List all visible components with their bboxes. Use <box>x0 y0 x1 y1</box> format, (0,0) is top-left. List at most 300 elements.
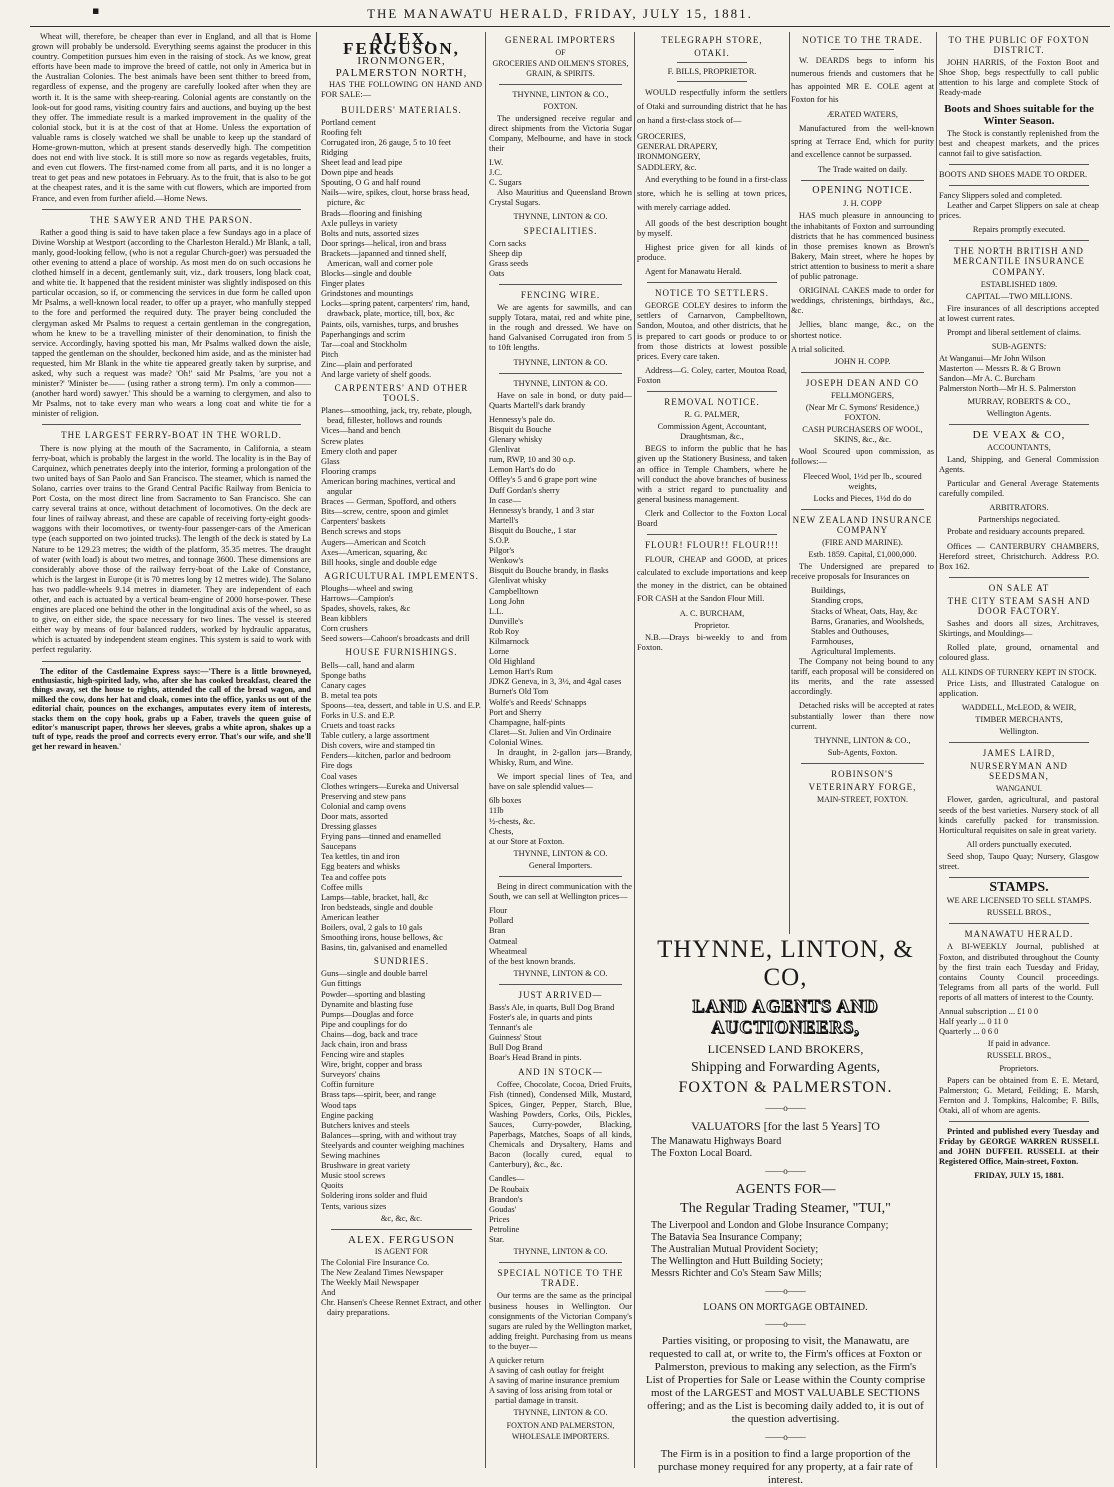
list-item: 11lb <box>489 806 504 816</box>
section-heading: FENCING WIRE. <box>520 289 601 300</box>
section-heading: AND IN STOCK— <box>518 1066 603 1077</box>
advert-subtitle: ACCOUNTANTS, <box>987 442 1051 452</box>
list-item: Egg beaters and whisks <box>321 862 400 872</box>
advert-line: FOXTON & PALMERSTON. <box>678 1079 893 1096</box>
advert-text: All goods of the best description bought by myself. <box>637 218 787 238</box>
advert-subtitle: (FIRE AND MARINE). <box>822 538 903 547</box>
firm-name: THYNNE, LINTON & CO. <box>513 1247 608 1257</box>
firm-name: MURRAY, ROBERTS & CO., <box>967 396 1071 406</box>
divider <box>949 923 1089 924</box>
advert-text: Fleeced Wool, 1½d per lb., scoured weights, <box>803 471 922 491</box>
advert-text: The Firm is in a position to find a large proportion of the purchase money required for any property, at a fair rate of interest. <box>658 1448 913 1486</box>
list-item: The Batavia Sea Insurance Company; <box>651 1232 803 1243</box>
proprietor: R. G. PALMER, <box>684 410 740 420</box>
advert-text: Highest price given for all kinds of produce. <box>637 242 787 262</box>
list-item: Clothes wringers—Eureka and Universal <box>321 781 459 791</box>
article-text: The editor of the Castlemaine Express says:—'There is a little browneyed, enthusiastic, high-spirited lady, who, after she has cooked breakfast, cleared the things away, set the house to rights, attended the call of the bread wagon, and milked the cow, dons her hat and cloak, comes into the office, yanks us out of the editorial chair, pounces on the exchanges, amputates every item of interests, stacks them on the copy hook, grabs up a Faber, travels the queen guise of editor's manuscript paper, throws her sleeves, grabs a white apron, shakes up a tuft of type, reads the proof and corrects every error. That's our wife, and she'll get her reward in heaven.' <box>32 666 311 751</box>
divider <box>42 209 301 210</box>
advert-subtitle: MAIN-STREET, FOXTON. <box>816 795 909 805</box>
list-item: Carpenters' baskets <box>321 517 386 527</box>
list-item: Pilgor's <box>489 546 515 556</box>
list-item: De Roubaix <box>489 1184 530 1194</box>
advert-text: All orders punctually executed. <box>966 839 1072 849</box>
article-heading: THE SAWYER AND THE PARSON. <box>89 214 254 225</box>
list-item: Brass taps—spirit, beer, and range <box>321 1090 437 1100</box>
list-item: Locks—spring patent, carpenters' rim, hand, drawback, plate, mortice, till, box, &c <box>321 299 470 319</box>
list-item: Pumps—Douglas and force <box>321 1009 414 1019</box>
divider <box>949 164 1089 165</box>
advert-text: Rolled plate, ground, ornamental and coloured glass. <box>939 643 1099 663</box>
advert-text: Prompt and liberal settlement of claims. <box>947 327 1081 337</box>
advert-text: W. DEARDS begs to inform his numerous friends and customers that he has appointed MR E. COLE agent at Foxton for his <box>791 56 934 105</box>
advert-text: If paid in advance. <box>987 1039 1051 1049</box>
list-item: Fire dogs <box>321 761 353 771</box>
list-item: Chests, <box>489 826 514 836</box>
firm-subtitle: Wellington Agents. <box>986 408 1052 418</box>
advert-text: Parties visiting, or proposing to visit, the Manawatu, are requested to call at, or write to, the Firm's offices at Foxton or Palmerston, previous to making any selection, as the Firm's List of Properties for Sale or Lease within the County comprise most of the LARGEST and MOST VALUABLE SECTIONS offering; and as the List is becoming daily added to, it is out of the question advertising. <box>645 1335 926 1425</box>
list-item: Flour <box>489 906 508 916</box>
agency-list <box>637 1220 934 1280</box>
article-text: Wheat will, therefore, be cheaper than ever in England, and all that is Home grown will probably be undersold. Everything seems against the producer in this country. Competition pursues him even in the raising of stock. As we know, great efforts have been made to improve the breed of cattle, not only in America but in the Australian Colonies. The best animals have been sent thither to breed from, regardless of expense, and the progeny are carefully looked after when they are worth it. It is the same with sheep-rearing. Colonial agents are constantly on the look-out for good rams, visiting country fairs and auctions, and buying up the best they offer. The immediate result is a marked improvement in the quality of the colonial stock, but it is at the cost of that at Home. Unless the exportation of valuable rams is closely watched we shall be unable to keep up the standard of Home-grown-mutton, which at present stands deservedly high. The competition does not end with live stock. It is still more so now as regards vegetables, fruits, and even cut flowers. The first-named come from all parts, and it is no longer a treat to get peas and new potatoes in February. As to the fruit, that is also to be got at the cheapest rates, and it is the same with cut flowers, which are imported from France, and even from further afield.—Home News. <box>32 32 311 203</box>
list-item: Petroline <box>489 1224 520 1234</box>
list-item: American boring machines, vertical and angular <box>321 476 456 497</box>
ornament-divider: ——o—— <box>765 1432 806 1442</box>
list-item: Palmerston North—Mr H. S. Palmerston <box>939 384 1076 394</box>
advert-line: VALUATORS [for the last 5 Years] TO <box>691 1119 880 1133</box>
list-item: Roofing felt <box>321 127 362 137</box>
list-item: Glenlivat <box>489 445 521 455</box>
list-item: Paperhangings and scrim <box>321 329 406 339</box>
list-item: S.O.P. <box>489 536 510 546</box>
section-heading: CARPENTERS' AND OTHER TOOLS. <box>334 383 469 404</box>
advert-text: Commission Agent, Accountant, Draughtsman, &c., <box>657 422 767 442</box>
list-item: The Weekly Mail Newspaper <box>321 1278 420 1288</box>
advert-subtitle: WANGANUI. <box>996 784 1042 794</box>
divider <box>677 81 747 82</box>
list-item: Tea and coffee pots <box>321 872 387 882</box>
list-item: Ploughs—wheel and swing <box>321 583 413 593</box>
advert-text: Coffee, Chocolate, Cocoa, Dried Fruits, Fish (tinned), Condensed Milk, Mustard, Spices, Ginger, Pepper, Starch, Blue, Washing Powders, Corks, Oils, Pickles, Sauces, Curry-powder, Blacking, Paperbags, Matches, Soaps of all kinds, Chemicals and Drysaltery, Hams and Bacon (locally cured, equal to Canterbury), &c., &c. <box>489 1079 632 1170</box>
list-item: Sandon—Mr A. C. Burcham <box>939 374 1036 384</box>
section-heading: VETERINARY FORGE, <box>808 781 917 792</box>
list-item: ½-chests, &c. <box>489 816 536 826</box>
list-item: Hennessy's pale do. <box>489 414 555 424</box>
list-item: Boar's Head Brand in pints. <box>489 1053 582 1063</box>
list-item: Spades, shovels, rakes, &c <box>321 604 411 614</box>
list-item: The New Zealand Times Newspaper <box>321 1267 444 1277</box>
article-text: Rather a good thing is said to have taken place a few Sundays ago in a place of Divine Worship at Westport (according to the Charleston Herald.) Mr Blank, a tall, manly, good-looking fellow, (who is not a regular Church-goer) was persuaded the other evening to attend a place of worship. As most men do on such occasions he clothed himself in a decent, gentlemanly suit, viz., dark trousers, long black coat, and white tie. It happened that the resident minister was slightly indisposed on this particular occasion, so if, or commencing the services in due form he called upon Mr Psalms, a well-known local reader, to offer up a prayer, who manfully stepped to the fore and performed the required duty. The prayer being concluded the clergyman asked Mr Psalms to request a certain gentleman in the congregation, whom he knew to be a travelling minister of their denomination, to finish the service. Accordingly, having spotted his man, Mr Psalms walked down the aisle, tapped the gentleman on the shoulder, beckoned him aside, and as the minister had requested, him Mr Blank in the white tie appeared greatly taken by surprise, and asked, why such a request was made? 'Oh!' said Mr Psalms, 'are you not a minister?' 'Minister be—— (using rather a strong term). I'm only a common—— (another hard word) sawyer.' This should be a warning to clergymen, and also to Mr Psalms, not to take every man who wears a long coat and white tie for a minister of religion. <box>32 227 311 419</box>
divider <box>949 877 1089 878</box>
list-item: Sheep dip <box>489 248 523 258</box>
list-item: Dynamite and blasting fuse <box>321 999 413 1009</box>
advert-subtitle: ARBITRATORS. <box>989 503 1049 513</box>
list-item: A saving of marine insurance premium <box>489 1376 620 1386</box>
goods-list <box>489 906 632 956</box>
list-item: A quicker return <box>489 1355 544 1365</box>
goods-list <box>321 118 482 380</box>
list-item: Prices <box>489 1214 510 1224</box>
list-item: Stables and Outhouses, <box>811 626 889 636</box>
list-item: Harrows—Campion's <box>321 593 394 603</box>
list-item: Pollard <box>489 916 514 926</box>
list-item: Flooring cramps <box>321 466 377 476</box>
list-item: Guns—single and double barrel <box>321 969 428 979</box>
section-heading: DE VEAX & CO, <box>972 428 1066 441</box>
divider <box>949 240 1089 241</box>
divider <box>42 424 301 425</box>
advert-text: Also Mauritius and Queensland Brown Crystal Sugars. <box>489 188 632 208</box>
list-item: Wheatmeal <box>489 946 528 956</box>
thynne-linton-advert <box>637 934 934 1487</box>
list-item: Corn crushers <box>321 624 368 634</box>
list-item: L.L. <box>489 606 504 616</box>
divider <box>647 282 777 283</box>
advert-text: Detached risks will be accepted at rates substantially lower than there now current. <box>791 701 934 731</box>
list-item: Butchers knives and steels <box>321 1120 410 1130</box>
list-item: Chr. Hansen's Cheese Rennet Extract, and other dairy preparations. <box>321 1298 482 1318</box>
advert-text: &c, &c, &c. <box>380 1213 423 1223</box>
list-item: Bran <box>489 926 506 936</box>
advert-text: Our terms are the same as the principal business houses in Wellington. Our consignments of the Victorian Company's sugars are ruled by the Wellington market, adding freight. Purchasing from us means to the buyer— <box>489 1291 632 1351</box>
advert-text: In case— <box>489 495 521 505</box>
advert-text: Land, Shipping, and General Commission Agents. <box>939 454 1099 474</box>
advert-text: We are agents for sawmills, and can supply Totara, matai, red and white pine, in the rough and dressed. We have on hand Galvanised Corrugated iron from 5 to 10ft lengths. <box>489 303 632 353</box>
list-item: 6lb boxes <box>489 796 522 806</box>
divider <box>801 180 924 181</box>
list-item: The Colonial Fire Insurance Co. <box>321 1257 430 1267</box>
list-item: Tea kettles, tin and iron <box>321 852 400 862</box>
divider <box>499 284 622 285</box>
column-2 <box>321 32 482 1468</box>
list-item: Glenlivat whisky <box>489 576 547 586</box>
firm-location: FOXTON. <box>543 102 578 112</box>
advert-line: LOANS ON MORTGAGE OBTAINED. <box>703 1302 868 1313</box>
list-item: Buildings, <box>811 586 846 596</box>
list-item: J.C. <box>489 168 503 178</box>
section-heading: TO THE PUBLIC OF FOXTON DISTRICT. <box>948 35 1090 56</box>
list-item: Powder—sporting and blasting <box>321 989 426 999</box>
divider <box>831 49 894 50</box>
goods-list <box>489 239 632 279</box>
divider <box>949 577 1089 578</box>
advert-text: (Near Mr C. Symons' Residence,) FOXTON. <box>805 402 920 423</box>
advert-line: AGENTS FOR— <box>735 1182 836 1197</box>
advert-text: Clerk and Collector to the Foxton Local Board <box>637 508 787 528</box>
advert-text: Sashes and doors all sizes, Architraves, Skirtings, and Mouldings— <box>939 619 1099 639</box>
list-item: Engine packing <box>321 1110 374 1120</box>
list-item: GENERAL DRAPERY, <box>637 142 718 152</box>
advert-subtitle: LAND AGENTS AND AUCTIONEERS, <box>692 996 879 1037</box>
advert-text: ORIGINAL CAKES made to order for weddings, christenings, birthdays, &c., &c. <box>791 286 934 316</box>
advert-text: CAPITAL—TWO MILLIONS. <box>965 291 1073 301</box>
advert-text: Jellies, blanc mange, &c., on the shortest notice. <box>791 320 934 340</box>
advert-subtitle: PALMERSTON NORTH, <box>335 67 468 80</box>
column-divider <box>634 32 635 1468</box>
list-item: Axle pulleys in variety <box>321 218 398 228</box>
list-item: Surveyors' chains <box>321 1070 380 1080</box>
advert-text: Locks and Pieces, 1½d do do <box>813 493 912 503</box>
section-heading: THE CITY STEAM SASH AND DOOR FACTORY. <box>947 595 1091 617</box>
advert-text: Agent for Manawatu Herald. <box>645 267 742 277</box>
list-item: American leather <box>321 912 379 922</box>
list-item: Lamps—table, bracket, hall, &c <box>321 892 429 902</box>
divider <box>499 984 622 985</box>
advert-subtitle: SUB-AGENTS: <box>991 342 1047 352</box>
firm-name: RUSSELL BROS., <box>986 908 1052 918</box>
section-heading: NURSERYMAN AND SEEDSMAN, <box>970 761 1068 782</box>
divider <box>499 876 622 877</box>
proprietor-title: Proprietor. <box>694 621 730 631</box>
list-item: Messrs Richter and Co's Steam Saw Mills; <box>651 1268 822 1279</box>
advert-text: HAS THE FOLLOWING ON HAND AND FOR SALE:— <box>321 80 482 100</box>
column-6 <box>939 32 1099 1468</box>
list-item: Spouting, O G and half round <box>321 178 421 188</box>
list-item: Bells—call, hand and alarm <box>321 660 415 670</box>
divider <box>499 1262 622 1263</box>
section-heading: FLOUR! FLOUR!! FLOUR!!! <box>645 540 779 551</box>
ornament-divider: ——o—— <box>765 1286 806 1296</box>
list-item: Sponge baths <box>321 670 366 680</box>
advert-subtitle: IRONMONGER, <box>357 55 446 68</box>
section-heading: JUST ARRIVED— <box>518 989 603 1000</box>
list-item: Door mats, assorted <box>321 811 388 821</box>
list-item: Portland cement <box>321 117 376 127</box>
list-item: Masterton — Messrs R. & G Brown <box>939 364 1061 374</box>
list-item: Tennant's ale <box>489 1023 533 1033</box>
advert-title: GENERAL IMPORTERS <box>505 35 616 45</box>
advert-text: of the best known brands. <box>489 956 576 966</box>
section-heading: AGRICULTURAL IMPLEMENTS. <box>324 570 479 581</box>
list-item: Braces — German, Spofford, and others <box>321 497 456 507</box>
divider <box>801 763 924 764</box>
divider <box>949 742 1089 743</box>
advert-text: Papers can be obtained from E. E. Metard, Palmerston; G. Metard, Feilding; E. Marsh, Fernton and J. Tompkins, Halcombe; F. Bills, Otaki, all of whom are agents. <box>939 1075 1099 1115</box>
advert-text: JOHN HARRIS, of the Foxton Boot and Shoe Shop, begs respectfully to call public attention to his large and complete Stock of Ready-made <box>939 58 1099 98</box>
column-divider <box>789 32 790 934</box>
valuator-list <box>637 1136 934 1160</box>
list-item: A saving of cash outlay for freight <box>489 1366 604 1376</box>
list-item: Balances—spring, with and without tray <box>321 1130 457 1140</box>
price-line: Quarterly ... 0 6 0 <box>939 1027 999 1037</box>
list-item: Forks in U.S. and E.P. <box>321 711 395 720</box>
list-item: Brads—flooring and finishing <box>321 208 422 218</box>
divider <box>801 509 924 510</box>
list-item: Spoons—tea, dessert, and table in U.S. and E.P. <box>321 700 481 710</box>
column-3 <box>489 32 632 1468</box>
advert-text: Probate and residuary accounts prepared. <box>947 527 1085 537</box>
list-item: Wolfe's and Reeds' Schnapps <box>489 697 587 707</box>
list-item: B. metal tea pots <box>321 690 378 700</box>
proprietor: J. H. COPP <box>843 199 882 209</box>
list-item: Nails—wire, spikes, clout, horse brass head, picture, &c <box>321 188 470 208</box>
list-item: The Wellington and Hutt Building Society; <box>651 1256 824 1267</box>
list-item: Standing crops, <box>811 596 864 606</box>
list-item: Quoits <box>321 1181 344 1191</box>
price-line: Annual subscription ... £1 0 0 <box>939 1007 1039 1017</box>
list-item: Dressing glasses <box>321 822 377 832</box>
advert-text: CASH PURCHASERS OF WOOL, SKINS, &c., &c. <box>802 425 923 445</box>
list-item: Chains—dog, back and trace <box>321 1029 418 1039</box>
list-item: Star. <box>489 1235 505 1245</box>
firm-name: THYNNE, LINTON & CO. <box>513 378 608 388</box>
column-5 <box>791 32 934 932</box>
section-heading: ON SALE AT <box>988 582 1050 593</box>
firm-name: THYNNE, LINTON & CO., <box>512 90 609 100</box>
divider <box>949 424 1089 425</box>
list-item: Tar—coal and Stockholm <box>321 339 407 349</box>
masthead-mark: ▪ <box>92 4 100 17</box>
firm-subtitle: Proprietors. <box>999 1063 1039 1073</box>
list-item: Fenders—kitchen, parlor and bedroom <box>321 751 451 761</box>
advert-text: Seed shop, Taupo Quay; Nursery, Glasgow street. <box>939 851 1099 871</box>
list-item: Fencing wire and staples <box>321 1050 405 1060</box>
divider <box>499 373 622 374</box>
section-heading: MANAWATU HERALD. <box>964 929 1074 940</box>
advert-line: Shipping and Forwarding Agents, <box>691 1060 880 1075</box>
list-item: Soldering irons solder and fluid <box>321 1191 428 1201</box>
goods-list <box>321 406 482 568</box>
column-divider <box>485 32 486 1468</box>
article-text: There is now plying at the mouth of the Sacramento, in California, a steam ferry-boat, which is probably the largest in the world. The locality is in the Bay of Carquinez, which penetrates deeply into the interior, forming a prolongation of the two united bays of San Paolo and San Francisco. The steamer, which is named the Solano, carries over trains to the Grand Central Pacific Railway from Benicia to Port Costa, on the most direct line from Sacramento to San Francisco. She can carry several trains at once, without detachment of locomotives. On the deck are four lines of railway abreast, and these are capable of receiving forty-eight goods-waggons with their locomotives, or twenty-four passenger-cars of the American type (each supported on two jointed trucks). The length of the deck is stated by La Nature to be 129.23 metres; the width of the platform, 35.35 metres. The draught of water (with load) is about two metres, and tonnage 3600. These dimensions are considerably above those of the railway ferry-boat of the Lake of Constance, which is the largest in Europe (it is 70 metres long by 12 metres wide). The Solano has two paddle-wheels 9.14 metres in diameter. They are independent of each other, and each is actuated by a vertical beam-engine of 2000 horse-power. These engines are placed one behind the other in the longitudinal axis of the wheel, so as to give, on either side, the space necessary for two lines. The vessel is steered either way by means of four balanced rudders, worked by hydraulic apparatus, which is actuated by independent steam engines. This system is said to work with perfect regularity. <box>32 443 311 655</box>
advert-text: The Trade waited on daily. <box>817 165 908 175</box>
list-item: Smoothing irons, house bellows, &c <box>321 933 443 943</box>
list-item: Barns, Granaries, and Woolsheds, <box>811 616 925 626</box>
advert-title: THYNNE, LINTON, & CO, <box>657 936 914 991</box>
list-item: Bisquit du Bouche <box>489 425 552 434</box>
advert-highlight: Boots and Shoes suitable for the Winter Season. <box>944 102 1094 127</box>
advert-text: Fire insurances of all descriptions accepted at lowest current rates. <box>939 303 1099 323</box>
list-item: Wood taps <box>321 1100 357 1110</box>
firm-name: WADDELL, McLEOD, & WEIR, <box>961 702 1077 712</box>
advert-text: The Undersigned are prepared to receive proposals for Insurances on <box>791 562 934 582</box>
goods-list <box>489 158 632 188</box>
list-item: Grindstones and mountings <box>321 289 414 299</box>
advert-text: Price Lists, and Illustrated Catalogue on application. <box>939 678 1099 698</box>
advert-text: The undersigned receive regular and direct shipments from the Victoria Sugar Company, Melbourne, and have in stock their <box>489 113 632 153</box>
advert-text: WOULD respectfully inform the settlers of Otaki and surrounding district that he has on hand a first-class stock of— <box>637 88 787 126</box>
list-item: Boilers, oval, 2 gals to 10 gals <box>321 922 423 932</box>
advert-text: Manufactured from the well-known spring at Terrace End, which for purity and excellence cannot be surpassed. <box>791 124 934 160</box>
list-item: Glass <box>321 456 340 466</box>
agent-list <box>939 354 1099 394</box>
advert-title: TELEGRAPH STORE, <box>661 35 763 45</box>
list-item: Bull Dog Brand <box>489 1043 543 1053</box>
advert-text: Have on sale in bond, or duty paid—Quarts Martell's dark brandy <box>489 390 632 410</box>
list-item: Pipe and couplings for do <box>321 1019 408 1029</box>
firm-name: THYNNE, LINTON & CO., <box>814 735 911 745</box>
firm-name: THYNNE, LINTON & CO. <box>513 1408 608 1418</box>
article-heading: THE LARGEST FERRY-BOAT IN THE WORLD. <box>61 430 282 441</box>
section-heading: ROBINSON'S <box>831 768 894 779</box>
section-heading: SUNDRIES. <box>373 956 430 967</box>
column-1 <box>32 32 311 1468</box>
list-item: Tents, various sizes <box>321 1201 387 1211</box>
advert-text: Candles— <box>489 1174 525 1184</box>
list-item: GROCERIES, <box>637 132 686 142</box>
advert-text: In draught, in 2-gallon jars—Brandy, Whisky, Rum, and Wine. <box>489 748 632 768</box>
list-item: Long John <box>489 596 525 606</box>
list-item: Bisquit du Bouche,, 1 star <box>489 525 577 535</box>
advert-subtitle: OTAKI. <box>694 48 730 59</box>
section-heading: SPECIALITIES. <box>523 225 598 236</box>
advert-text: BEGS to inform the public that he has given up the Stationery Business, and taken an office in Temple Chambers, where he will conduct the above branches of business with a strict regard to punctuality and general business management. <box>637 444 787 504</box>
list-item: Bill hooks, single and double edge <box>321 557 437 567</box>
column-divider <box>936 32 937 1468</box>
firm-name: RUSSELL BROS., <box>986 1051 1052 1061</box>
advert-text: Being in direct communication with the South, we can sell at Wellington prices— <box>489 882 632 902</box>
list-item: Zinc—plain and perforated <box>321 359 413 369</box>
divider <box>801 372 924 373</box>
advert-text: Flower, garden, agricultural, and pastoral seeds of the best varieties. Nursery stock of all kinds carefully packed for transmission. Horticultural requisites on sale in great variety. <box>939 795 1099 835</box>
advert-text: Estb. 1859. Capital, £1,000,000. <box>808 550 917 560</box>
section-heading: NOTICE TO THE TRADE. <box>802 35 923 45</box>
goods-list <box>489 796 632 836</box>
list-item: Bench screws and stops <box>321 527 401 537</box>
list-item: Bisquit du Bouche brandy, in flasks <box>489 566 609 576</box>
list-item: Vices—hand and bench <box>321 426 401 436</box>
list-item: Sewing machines <box>321 1151 380 1161</box>
list-item: Martell's <box>489 515 519 525</box>
list-item: Blocks—single and double <box>321 269 412 279</box>
list-item: Planes—smoothing, jack, try, rebate, plough, bead, fillester, hollows and rounds <box>321 406 472 426</box>
advert-text: WE ARE LICENSED TO SELL STAMPS. <box>946 896 1092 906</box>
advert-text: Fancy Slippers soled and completed. <box>939 190 1063 200</box>
list-item: Axes—American, squaring, &c <box>321 547 428 557</box>
list-item: Stacks of Wheat, Oats, Hay, &c <box>811 606 918 616</box>
advert-text: The Stock is constantly replenished from the best and cheapest markets, and the prices cannot fail to give satisfaction. <box>939 128 1099 158</box>
list-item: Dunville's <box>489 616 524 626</box>
advert-text: HAS much pleasure in announcing to the inhabitants of Foxton and surrounding districts that he has commenced business in those premises known as Brown's Bakery, Main street, where he hopes by strict attention to business to merit a share of public patronage. <box>791 211 934 282</box>
list-item: Emery cloth and paper <box>321 446 398 456</box>
list-item: Cruets and toast racks <box>321 721 395 731</box>
list-item: Hennessy's brandy, 1 and 3 star <box>489 505 595 515</box>
advert-text: And everything to be found in a first-class store, which he is selling at town prices, with merely carriage added. <box>637 174 787 212</box>
list-item: Rob Roy <box>489 626 520 636</box>
goods-list <box>489 1185 632 1246</box>
list-item: Bolts and nuts, assorted sizes <box>321 228 419 238</box>
list-item: Iron bedsteads, single and double <box>321 902 433 912</box>
advert-text: The Company not being bound to any tariff, each proposal will be considered on its merits, and the rate assessed accordingly. <box>791 657 934 697</box>
firm-subtitle: Wellington. <box>999 726 1039 736</box>
list-item: I.W. <box>489 157 504 167</box>
list-item: Oatmeal <box>489 936 518 946</box>
list-item: Bean kibblers <box>321 614 368 624</box>
divider <box>949 185 1089 186</box>
list-item: Champagne, half-pints <box>489 717 566 727</box>
section-heading: BUILDERS' MATERIALS. <box>341 104 462 115</box>
list-item: And large variety of shelf goods. <box>321 370 432 379</box>
list-item: Ridging <box>321 147 348 157</box>
advert-text: ESTABLISHED 1809. <box>980 279 1058 289</box>
list-item: Steelyards and counter weighing machines <box>321 1140 465 1150</box>
list-item: rum, RWP, 10 and 30 o.p. <box>489 455 576 465</box>
goods-list <box>321 584 482 645</box>
list-item: Wire, bright, copper and brass <box>321 1060 423 1070</box>
list-item: Seed sowers—Cahoon's broadcasts and drill <box>321 634 470 644</box>
product-name: ÆRATED WATERS, <box>826 110 899 120</box>
section-heading: JAMES LAIRD, <box>982 748 1056 759</box>
list-item: Guinness' Stout <box>489 1033 542 1043</box>
list-item: Oats <box>489 268 505 278</box>
firm-subtitle: FOXTON AND PALMERSTON, <box>506 1420 615 1430</box>
list-item: Augers—American and Scotch <box>321 537 426 547</box>
goods-list <box>489 1003 632 1064</box>
agency-list <box>321 1258 482 1319</box>
advert-text: Partnerships negociated. <box>978 515 1060 525</box>
list-item: Jack chain, iron and brass <box>321 1040 408 1049</box>
advert-text: at our Store at Foxton. <box>489 836 565 846</box>
list-item: Colonial and camp ovens <box>321 801 406 811</box>
